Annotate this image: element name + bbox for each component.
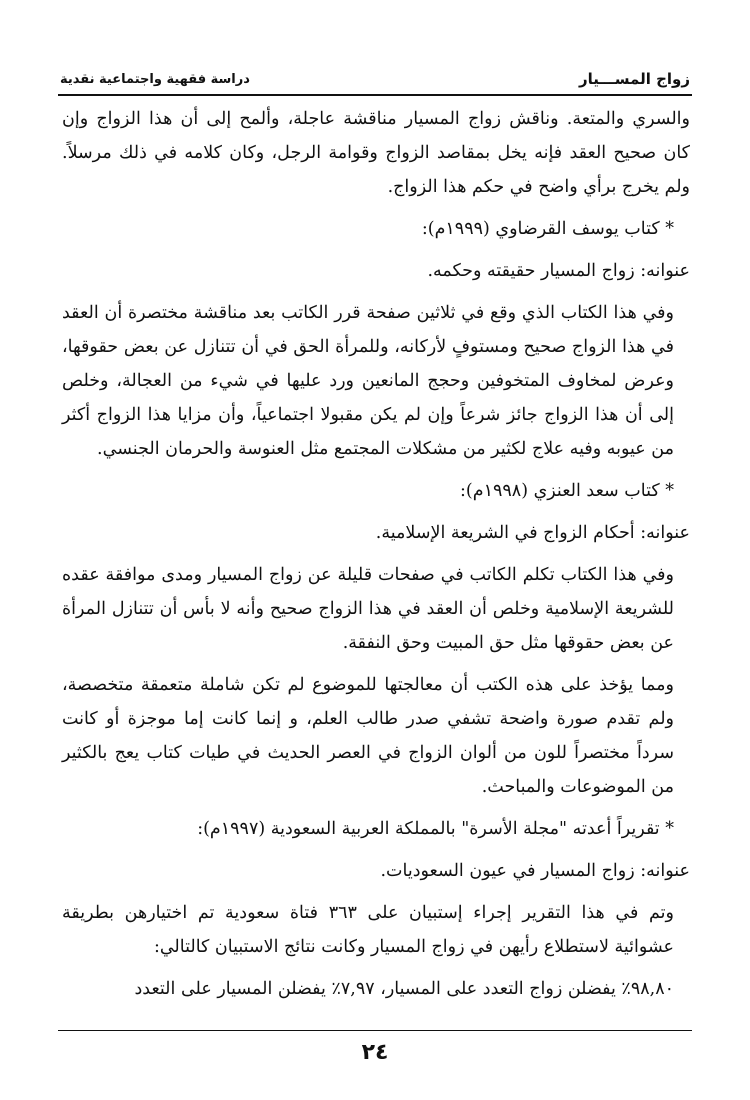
book-entry-heading: * كتاب يوسف القرضاوي (١٩٩٩م): <box>421 219 674 239</box>
book-title: زواج المســـيار <box>579 70 690 88</box>
paragraph: وفي هذا الكتاب الذي وقع في ثلاثين صفحة قرر الكاتب بعد مناقشة مختصرة أن العقد في هذا الزواج صحيح ومستوفٍ لأركانه، وللمرأة الحق في أن تتنازل عن بعض حقوقها، وعرض لمخاوف المتخوفين وحجج المانعين ورد عليها في شيء من العجالة، وخلص إلى أن هذا الزواج جائز شرعاً وإن لم يكن مقبولا اجتماعياً، وأن مزايا هذا الزواج أكثر من عيوبه وفيه علاج لكثير من مشكلات المجتمع مثل العنوسة والحرمان الجنسي. <box>62 303 674 459</box>
page-body <box>62 102 690 1006</box>
running-header <box>60 70 690 94</box>
paragraph: ومما يؤخذ على هذه الكتب أن معالجتها للموضوع لم تكن شاملة متعمقة متخصصة، ولم تقدم صورة واضحة تشفي صدر طالب العلم، و إنما كانت إما موجزة أو كانت سرداً مختصراً للون من ألوان الزواج في العصر الحديث في طيات كتاب يعج بالكثير من الموضوعات والمباحث. <box>62 675 674 797</box>
paragraph: وتم في هذا التقرير إجراء إستبيان على ٣٦٣ فتاة سعودية تم اختيارهن بطريقة عشوائية لاستطلاع رأيهن في زواج المسيار وكانت نتائج الاستبيان كالتالي: <box>62 903 674 957</box>
footer-rule <box>58 1030 692 1031</box>
survey-result-line: ٩٨,٨٠٪ يفضلن زواج التعدد على المسيار، ٧,٩٧٪ يفضلن المسيار على التعدد <box>134 979 674 999</box>
paragraph: وفي هذا الكتاب تكلم الكاتب في صفحات قليلة عن زواج المسيار ومدى موافقة عقده للشريعة الإسلامية وخلص أن العقد في هذا الزواج صحيح وأنه لا بأس أن تتنازل المرأة عن بعض حقوقها مثل حق المبيت وحق النفقة. <box>62 565 674 653</box>
report-entry-title: عنوانه: زواج المسيار في عيون السعوديات. <box>380 861 690 881</box>
book-entry-title: عنوانه: زواج المسيار حقيقته وحكمه. <box>427 261 690 281</box>
page-number: ٢٤ <box>361 1040 389 1065</box>
report-entry-heading: * تقريراً أعدته "مجلة الأسرة" بالمملكة العربية السعودية (١٩٩٧م): <box>197 819 674 839</box>
paragraph-continuation: والسري والمتعة. وناقش زواج المسيار مناقشة عاجلة، وألمح إلى أن هذا الزواج وإن كان صحيح العقد فإنه يخل بمقاصد الزواج وقوامة الرجل، وكان كلامه في ذلك مرسلاً. ولم يخرج برأي واضح في حكم هذا الزواج. <box>62 109 690 197</box>
book-subtitle: دراسة فقهية واجتماعية نقدية <box>60 72 250 87</box>
header-rule <box>58 94 692 96</box>
book-entry-heading: * كتاب سعد العنزي (١٩٩٨م): <box>460 481 674 501</box>
book-entry-title: عنوانه: أحكام الزواج في الشريعة الإسلامية. <box>375 523 690 543</box>
